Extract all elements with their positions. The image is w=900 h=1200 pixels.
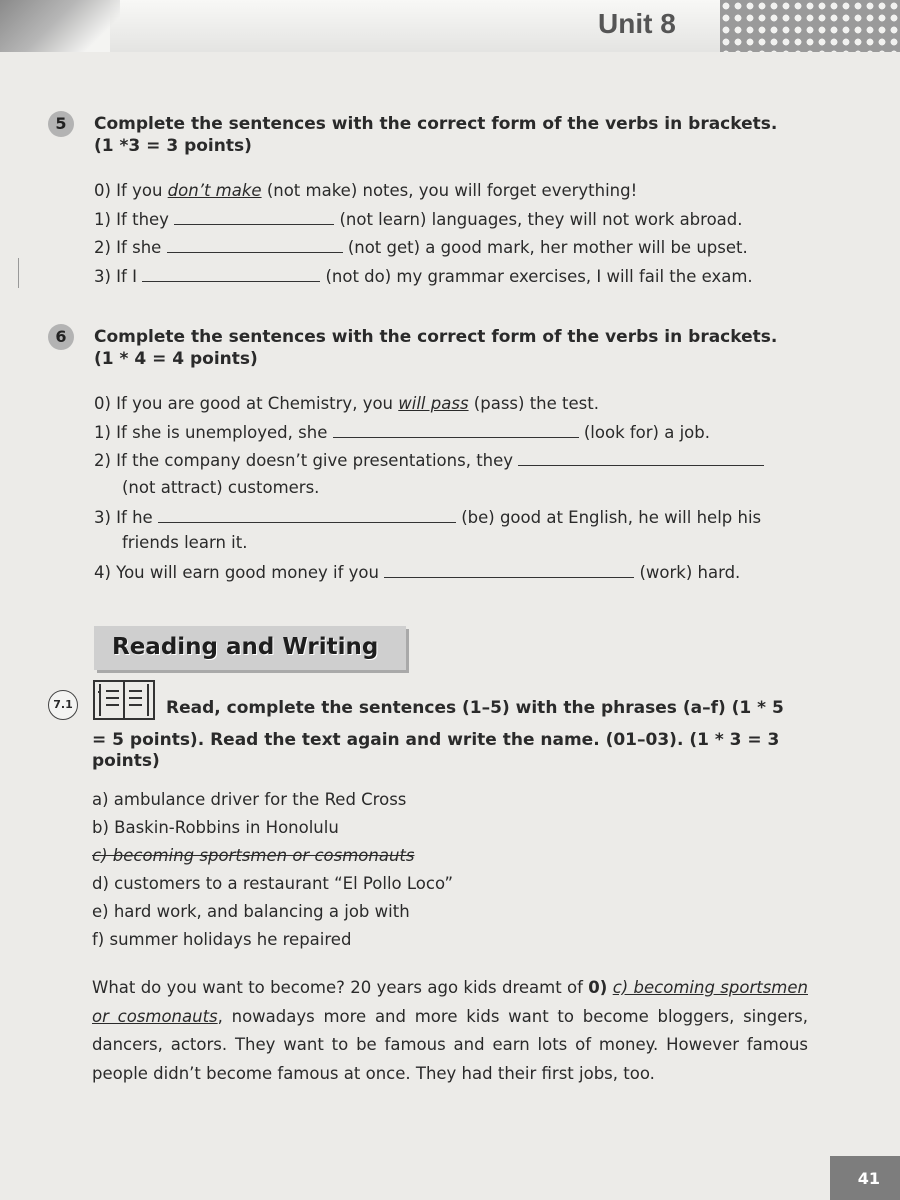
sentence-start: 1) If she is unemployed, she (94, 423, 328, 442)
answer-blank[interactable] (158, 506, 456, 523)
phrase-c-crossed-out: c) becoming sportsmen or cosmonauts (92, 846, 415, 865)
answer-blank[interactable] (142, 265, 320, 282)
sentence-start: 3) If he (94, 508, 153, 527)
example-answer: c) becoming sportsmen or cosmonauts (92, 978, 808, 1026)
task-5-sentence-1 (94, 208, 743, 231)
sentence-start: 3) If I (94, 267, 137, 286)
section-heading: Reading and Writing (112, 634, 379, 660)
sentence-start: 2) If the company doesn’t give presentations, they (94, 451, 514, 470)
example-answer: will pass (398, 394, 469, 413)
sentence-end: (be) good at English, he will help his (461, 508, 762, 527)
task-5-title-line1: Complete the sentences with the correct form of the verbs in brackets. (94, 114, 778, 134)
sentence-start: 1) If they (94, 210, 169, 229)
sentence-start: 2) If she (94, 238, 162, 257)
task-7-1-instruction-line2: = 5 points). Read the text again and write the name. (01–03). (1 * 3 = 3 (92, 730, 780, 750)
task-7-1-number: 7.1 (48, 690, 78, 720)
paragraph-rest: , nowadays more and more kids want to become bloggers, singers, dancers, actors. They want to be famous and earn lots of money. However famous people didn’t become famous at once. They had their first jobs, too. (92, 1006, 808, 1083)
unit-title: Unit 8 (598, 8, 676, 39)
phrase-b: b) Baskin-Robbins in Honolulu (92, 818, 339, 837)
task-6-title-line1: Complete the sentences with the correct form of the verbs in brackets. (94, 327, 778, 347)
sentence-end: (not do) my grammar exercises, I will fail the exam. (325, 267, 753, 286)
reading-text-paragraph (92, 974, 808, 1088)
task-6-sentence-2-continued: (not attract) customers. (122, 478, 320, 497)
phrase-d: d) customers to a restaurant “El Pollo Loco” (92, 874, 454, 893)
header-corner-decoration (0, 0, 120, 52)
task-5-number: 5 (48, 111, 74, 137)
sentence-end: (work) hard. (639, 563, 741, 582)
task-6-sentence-0 (94, 393, 599, 415)
task-6-number: 6 (48, 324, 74, 350)
sentence-end: (not make) notes, you will forget everything! (266, 181, 638, 200)
paragraph-start: What do you want to become? 20 years ago kids dreamt of (92, 978, 589, 997)
task-6-sentence-1 (94, 421, 710, 444)
task-6-sentence-3-continued: friends learn it. (122, 533, 248, 552)
phrase-f: f) summer holidays he repaired (92, 930, 352, 949)
task-5-sentence-3 (94, 265, 753, 288)
sentence-end: (not learn) languages, they will not work abroad. (339, 210, 743, 229)
task-6-title-line2: (1 * 4 = 4 points) (94, 349, 258, 369)
task-6-sentence-4 (94, 561, 740, 584)
margin-mark (18, 258, 19, 288)
answer-blank[interactable] (518, 449, 764, 466)
task-6-sentence-2 (94, 449, 764, 472)
sentence-start: 4) You will earn good money if you (94, 563, 379, 582)
task-5-title-line2: (1 *3 = 3 points) (94, 136, 252, 156)
task-6-sentence-3 (94, 506, 761, 529)
phrase-a: a) ambulance driver for the Red Cross (92, 790, 407, 809)
task-7-1-instruction-line1: Read, complete the sentences (1–5) with the phrases (a–f) (1 * 5 (166, 698, 784, 718)
reading-book-icon (92, 680, 156, 720)
answer-blank[interactable] (167, 236, 343, 253)
sentence-end: (pass) the test. (473, 394, 599, 413)
task-7-1-instruction-line3: points) (92, 751, 160, 771)
answer-blank[interactable] (333, 421, 579, 438)
task-5-sentence-0 (94, 180, 637, 202)
sentence-start: 0) If you (94, 181, 163, 200)
phrase-e: e) hard work, and balancing a job with (92, 902, 410, 921)
sentence-start: 0) If you are good at Chemistry, you (94, 394, 394, 413)
answer-blank[interactable] (174, 208, 334, 225)
page-number: 41 (857, 1169, 880, 1188)
task-5-sentence-2 (94, 236, 748, 259)
sentence-end: (not get) a good mark, her mother will be upset. (347, 238, 748, 257)
example-gap-number: 0) (588, 978, 608, 997)
answer-blank[interactable] (384, 561, 634, 578)
example-answer: don’t make (167, 181, 262, 200)
sentence-end: (look for) a job. (583, 423, 710, 442)
header-dot-pattern (720, 0, 900, 52)
